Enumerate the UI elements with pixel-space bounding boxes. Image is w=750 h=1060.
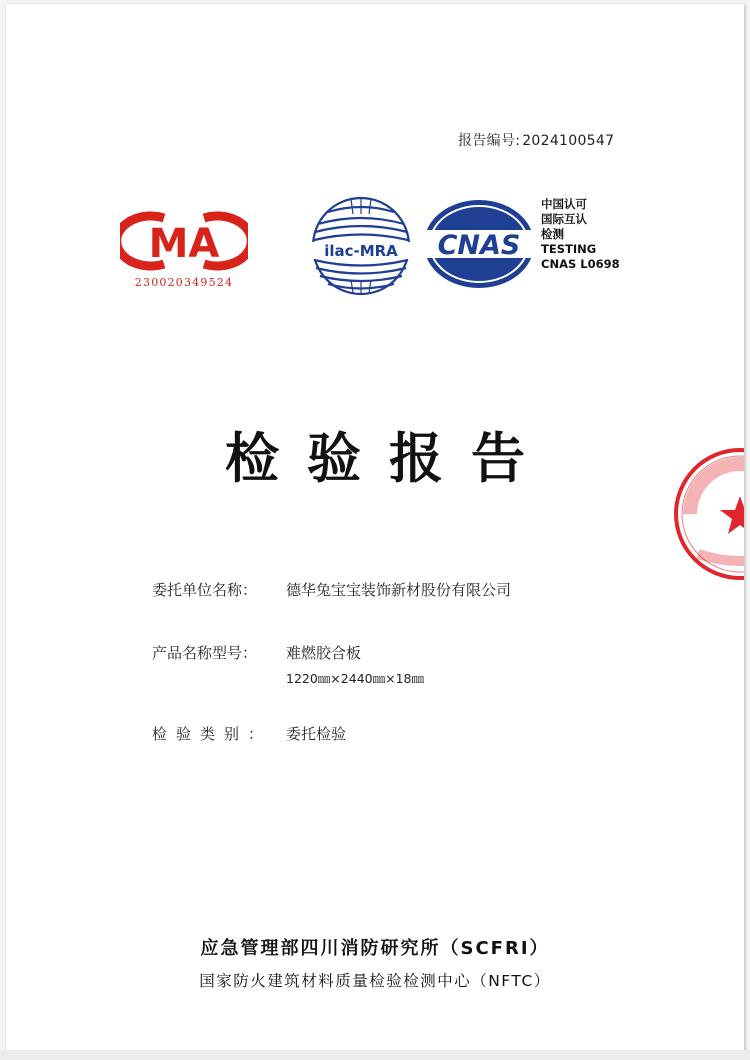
organization-center: 国家防火建筑材料质量检验检测中心（NFTC） [199, 972, 551, 990]
category-label: 检验类别： [152, 725, 273, 743]
report-number-label: 报告编号: [458, 133, 521, 149]
cnas-caption-line: 中国认可 [541, 197, 587, 211]
cnas-caption-line: TESTING [541, 242, 597, 256]
cma-logo-text: MA [148, 221, 220, 267]
ilac-mra-logo [306, 194, 416, 298]
cma-number: 230020349524 [134, 276, 234, 289]
product-model: 1220㎜×2440㎜×18㎜ [286, 671, 424, 686]
cnas-caption-line: 检测 [541, 227, 564, 241]
client-value: 德华兔宝宝装饰新材股份有限公司 [286, 581, 512, 599]
client-field [152, 579, 511, 600]
product-value [286, 642, 424, 687]
report-number-value: 2024100547 [522, 133, 615, 149]
official-seal [670, 444, 744, 584]
report-number [458, 130, 614, 150]
organization-name: 应急管理部四川消防研究所（SCFRI） [200, 938, 550, 959]
category-value: 委托检验 [286, 725, 347, 743]
cnas-caption-line: 国际互认 [541, 212, 587, 226]
cnas-caption [541, 197, 620, 272]
product-field [152, 642, 424, 687]
client-label: 委托单位名称： [152, 581, 258, 599]
document-title: 检验报告 [225, 427, 553, 490]
ilac-logo-text: ilac-MRA [324, 242, 398, 260]
category-field [152, 723, 346, 744]
cnas-logo [420, 196, 538, 292]
product-label: 产品名称型号： [152, 644, 258, 662]
cnas-logo-text: CNAS [437, 230, 521, 261]
product-name: 难燃胶合板 [286, 644, 362, 662]
report-page [6, 4, 744, 1054]
page-edge-shadow [0, 1050, 750, 1060]
cnas-caption-line: CNAS L0698 [541, 257, 620, 271]
